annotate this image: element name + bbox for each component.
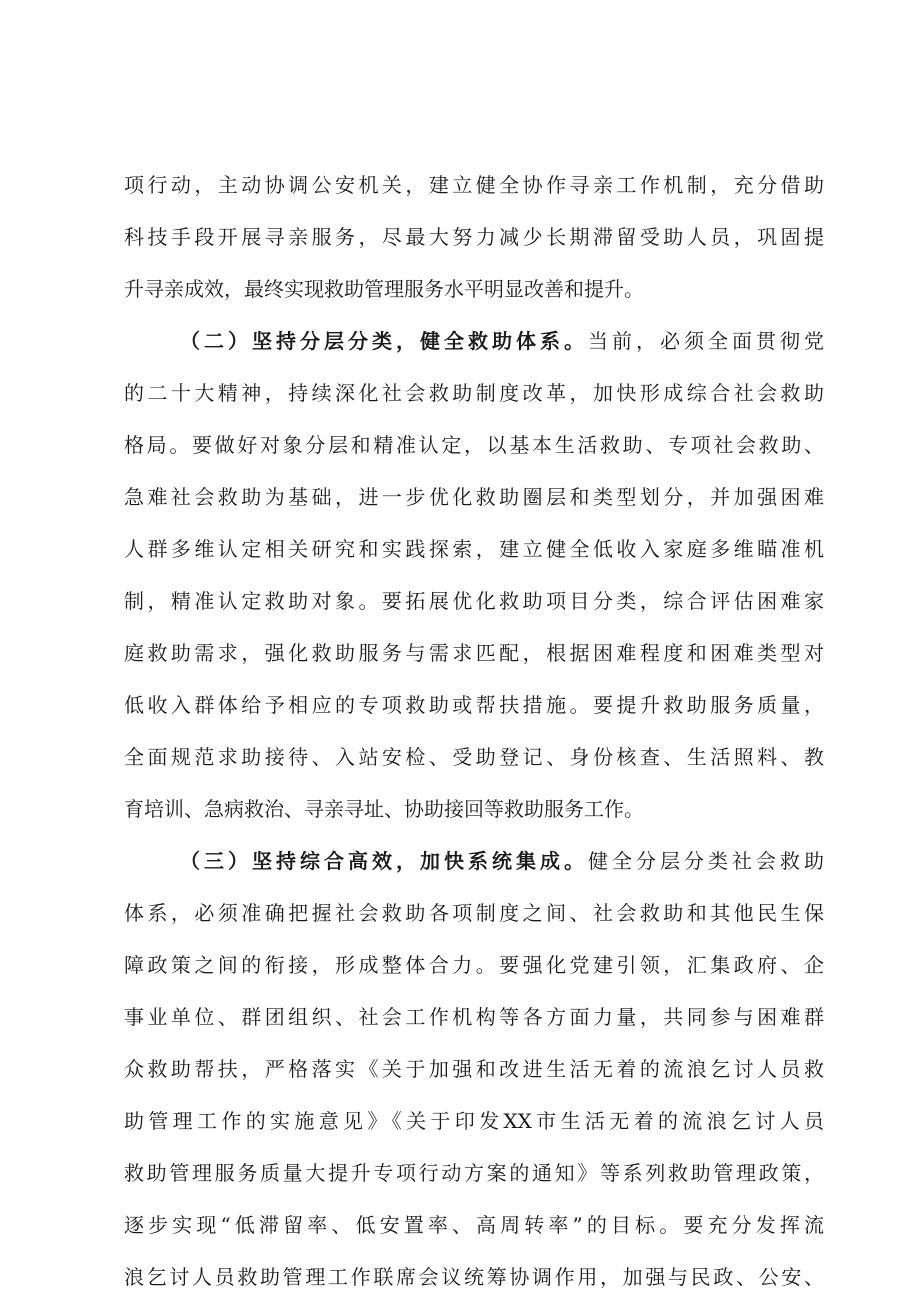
paragraph-3-line-2: 体系，必须准确把握社会救助各项制度之间、社会救助和其他民生保 — [124, 901, 824, 925]
paragraph-3-line-8: 逐步实现“低滞留率、低安置率、高周转率”的目标。要充分发挥流 — [124, 1213, 824, 1237]
paragraph-3-line-3: 障政策之间的衔接，形成整体合力。要强化党建引领，汇集政府、企 — [124, 953, 824, 977]
paragraph-1-line-2: 科技手段开展寻亲服务，尽最大努力减少长期滞留受助人员，巩固提 — [124, 225, 824, 249]
paragraph-1-line-1: 项行动，主动协调公安机关，建立健全协作寻亲工作机制，充分借助 — [124, 173, 824, 197]
paragraph-2-line-8: 低收入群体给予相应的专项救助或帮扶措施。要提升救助服务质量， — [124, 693, 824, 717]
paragraph-2-line-6: 制，精准认定救助对象。要拓展优化救助项目分类，综合评估困难家 — [124, 589, 824, 613]
paragraph-3-first-line-text: 健全分层分类社会救助 — [588, 849, 824, 873]
paragraph-3-line-5: 众救助帮扶，严格落实《关于加强和改进生活无着的流浪乞讨人员救 — [124, 1057, 824, 1081]
paragraph-1-line-3: 升寻亲成效，最终实现救助管理服务水平明显改善和提升。 — [124, 277, 644, 301]
paragraph-2-line-2: 的二十大精神，持续深化社会救助制度改革，加快形成综合社会救助 — [124, 381, 824, 405]
paragraph-2-first-line-text: 当前，必须全面贯彻党 — [588, 329, 824, 353]
paragraph-2-line-3: 格局。要做好对象分层和精准认定，以基本生活救助、专项社会救助、 — [124, 433, 824, 457]
section-heading-2: （二）坚持分层分类，健全救助体系。 — [180, 329, 588, 353]
paragraph-2-line-7: 庭救助需求，强化救助服务与需求匹配，根据困难程度和困难类型对 — [124, 641, 824, 665]
paragraph-2-line-9: 全面规范求助接待、入站安检、受助登记、身份核查、生活照料、教 — [124, 745, 824, 769]
paragraph-3-line-6: 助管理工作的实施意见》《关于印发XX市生活无着的流浪乞讨人员 — [124, 1109, 824, 1133]
paragraph-2-line-10: 育培训、急病救治、寻亲寻址、协助接回等救助服务工作。 — [124, 797, 644, 821]
paragraph-2-line-4: 急难社会救助为基础，进一步优化救助圈层和类型划分，并加强困难 — [124, 485, 824, 509]
section-heading-3: （三）坚持综合高效，加快系统集成。 — [180, 849, 588, 873]
paragraph-2-first-line — [180, 327, 824, 355]
paragraph-3-first-line — [180, 847, 824, 875]
paragraph-3-line-4: 事业单位、群团组织、社会工作机构等各方面力量，共同参与困难群 — [124, 1005, 824, 1029]
paragraph-3-line-7: 救助管理服务质量大提升专项行动方案的通知》等系列救助管理政策， — [124, 1161, 824, 1185]
paragraph-3-line-9: 浪乞讨人员救助管理工作联席会议统筹协调作用，加强与民政、公安、 — [124, 1265, 824, 1289]
paragraph-2-line-5: 人群多维认定相关研究和实践探索，建立健全低收入家庭多维瞄准机 — [124, 537, 824, 561]
